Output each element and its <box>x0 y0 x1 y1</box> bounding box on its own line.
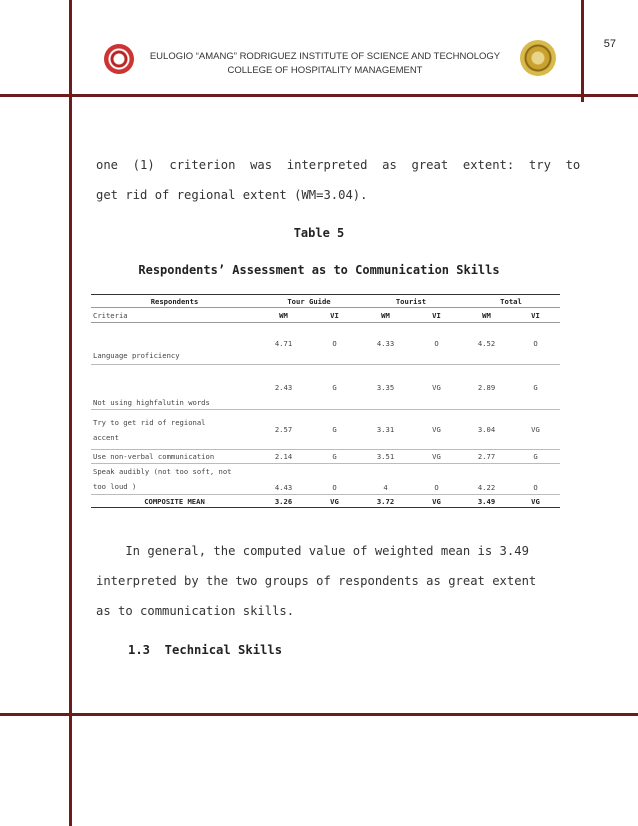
value-cell: 2.14 <box>258 450 309 464</box>
value-cell: 4.71 <box>258 323 309 365</box>
total-header: Total <box>462 295 560 308</box>
table-row <box>91 450 560 464</box>
value-cell: G <box>511 450 560 464</box>
wm-header: WM <box>462 308 511 323</box>
page-header <box>140 50 510 78</box>
value-cell: G <box>511 365 560 410</box>
criteria-cell: Not using highfalutin words <box>91 365 258 410</box>
value-cell: 4.52 <box>462 323 511 365</box>
section-heading: 1.3 Technical Skills <box>128 643 283 657</box>
college-name: COLLEGE OF HOSPITALITY MANAGEMENT <box>227 65 423 76</box>
intro-line: one (1) criterion was interpreted as great extent: try to <box>96 158 581 172</box>
value-cell: 3.31 <box>360 410 411 450</box>
assessment-table <box>91 294 560 508</box>
footer-divider-rule <box>0 713 638 716</box>
value-cell: 2.77 <box>462 450 511 464</box>
value-cell: G <box>309 410 360 450</box>
value-cell: O <box>309 464 360 495</box>
criteria-cell: Use non-verbal communication <box>91 450 258 464</box>
value-cell: G <box>309 365 360 410</box>
header-divider-rule <box>0 94 638 97</box>
summary-line: as to communication skills. <box>96 604 295 618</box>
criteria-header: Criteria <box>91 308 258 323</box>
value-cell: VG <box>511 495 560 508</box>
wm-header: WM <box>258 308 309 323</box>
vi-header: VI <box>309 308 360 323</box>
value-cell: O <box>511 464 560 495</box>
value-cell: 3.49 <box>462 495 511 508</box>
criteria-line: Speak audibly (not too soft, not <box>93 467 232 476</box>
value-cell: 2.89 <box>462 365 511 410</box>
value-cell: 2.43 <box>258 365 309 410</box>
value-cell: VG <box>411 410 462 450</box>
value-cell: G <box>309 450 360 464</box>
value-cell: 3.04 <box>462 410 511 450</box>
value-cell: 4.43 <box>258 464 309 495</box>
value-cell: 4.33 <box>360 323 411 365</box>
criteria-cell: Language proficiency <box>91 323 258 365</box>
institution-name: EULOGIO “AMANG” RODRIGUEZ INSTITUTE OF SCIENCE AND TECHNOLOGY <box>149 51 501 62</box>
vi-header: VI <box>511 308 560 323</box>
composite-mean-row <box>91 495 560 508</box>
criteria-line: Try to get rid of regional <box>93 417 206 427</box>
intro-paragraph <box>96 150 581 210</box>
value-cell: O <box>411 323 462 365</box>
intro-line: get rid of regional extent (WM=3.04). <box>96 188 368 202</box>
value-cell: VG <box>511 410 560 450</box>
summary-line: In general, the computed value of weighted mean is 3.49 <box>96 544 529 558</box>
table-title: Respondents’ Assessment as to Communication Skills <box>138 263 500 277</box>
criteria-line: too loud ) <box>93 482 137 491</box>
institute-seal-logo <box>104 44 134 74</box>
value-cell: VG <box>411 495 462 508</box>
composite-label: COMPOSITE MEAN <box>91 495 258 508</box>
table-sub-header-row <box>91 308 560 323</box>
value-cell: O <box>309 323 360 365</box>
table-row <box>91 410 560 450</box>
tourist-header: Tourist <box>360 295 462 308</box>
value-cell: 2.57 <box>258 410 309 450</box>
summary-paragraph <box>96 536 566 626</box>
page-number: 57 <box>603 38 616 50</box>
criteria-cell <box>91 410 258 450</box>
left-border-rule <box>69 0 72 826</box>
table-row <box>91 365 560 410</box>
criteria-cell <box>91 464 258 495</box>
value-cell: VG <box>309 495 360 508</box>
table-row <box>91 464 560 495</box>
value-cell: O <box>511 323 560 365</box>
value-cell: 3.26 <box>258 495 309 508</box>
value-cell: VG <box>411 450 462 464</box>
criteria-line: accent <box>93 432 119 442</box>
vi-header: VI <box>411 308 462 323</box>
tour-guide-header: Tour Guide <box>258 295 360 308</box>
value-cell: VG <box>411 365 462 410</box>
wm-header: WM <box>360 308 411 323</box>
value-cell: 4.22 <box>462 464 511 495</box>
value-cell: 3.35 <box>360 365 411 410</box>
table-label: Table 5 <box>293 226 345 240</box>
table-group-header-row <box>91 295 560 308</box>
value-cell: 3.51 <box>360 450 411 464</box>
value-cell: 3.72 <box>360 495 411 508</box>
table-row <box>91 323 560 365</box>
college-seal-logo <box>520 40 556 76</box>
respondents-header: Respondents <box>91 295 258 308</box>
value-cell: 4 <box>360 464 411 495</box>
right-border-rule-top <box>581 0 584 102</box>
value-cell: O <box>411 464 462 495</box>
summary-line: interpreted by the two groups of respondents as great extent <box>96 574 537 588</box>
